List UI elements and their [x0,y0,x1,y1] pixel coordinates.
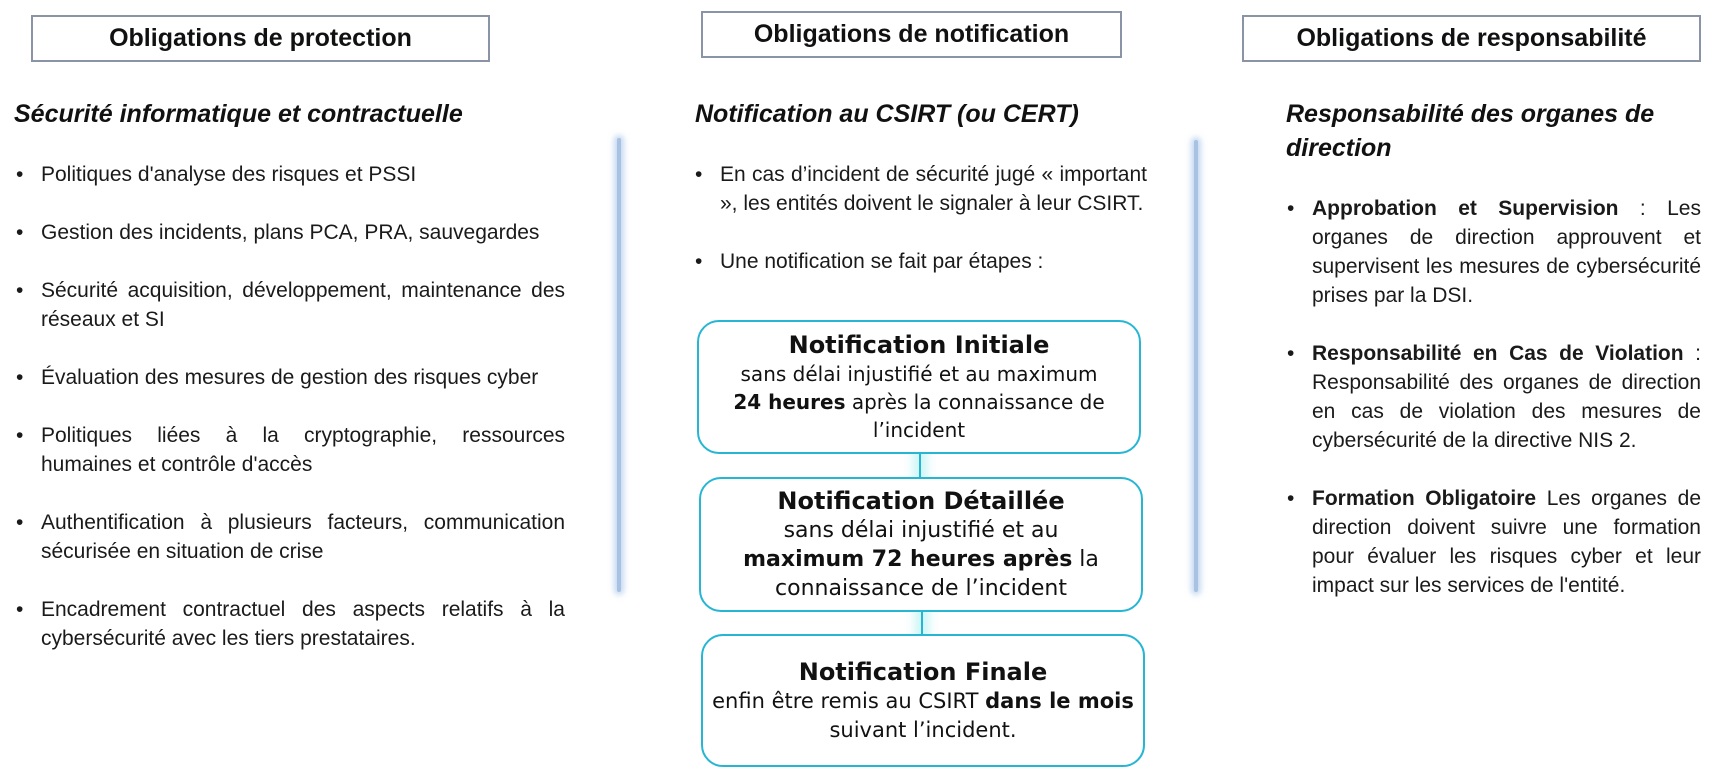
item-term: Approbation et Supervision [1312,197,1619,220]
list-item [1285,339,1701,455]
list-item: • Authentification à plusieurs facteurs, communication sécurisée en situation de crise [14,508,565,566]
header-notification: Obligations de notification [701,11,1122,58]
list-item: • Sécurité acquisition, développement, maintenance des réseaux et SI [14,276,565,334]
list-item: • Politiques d'analyse des risques et PSSI [14,160,565,189]
list-item: • Une notification se fait par étapes : [693,247,1147,276]
item-term: Responsabilité en Cas de Violation [1312,342,1684,365]
subtitle-protection: Sécurité informatique et contractuelle [14,100,463,128]
list-item: • Politiques liées à la cryptographie, ressources humaines et contrôle d'accès [14,421,565,479]
list-item: • Encadrement contractuel des aspects relatifs à la cybersécurité avec les tiers prestataires. [14,595,565,653]
step-connector [919,452,921,479]
step-connector [921,610,923,637]
step-title: Notification Finale [798,657,1048,686]
list-item: • Gestion des incidents, plans PCA, PRA, sauvegardes [14,218,565,247]
item-text: : Responsabilité des organes de direction en cas de violation des mesures de cybersécurité de la directive NIS 2. [1312,342,1702,452]
item-text: : Les organes de direction approuvent et supervisent les mesures de cybersécurité prises par la DSI. [1312,197,1701,307]
step-description: enfin être remis au CSIRT dans le mois suivant l’incident. [712,688,1134,742]
header-protection: Obligations de protection [31,15,490,62]
step-title: Notification Détaillée [777,487,1065,515]
subtitle-responsibility: Responsabilité des organes de direction [1286,100,1655,162]
header-responsibility: Obligations de responsabilité [1242,15,1701,62]
divider-left [617,138,621,592]
list-item [1285,194,1701,310]
item-term: Formation Obligatoire [1312,487,1537,510]
notification-step-initial [697,320,1141,454]
divider-right [1194,140,1198,592]
list-item: • Évaluation des mesures de gestion des risques cyber [14,363,565,392]
notification-list [693,160,1147,276]
notification-step-detailed [699,477,1143,612]
step-description: sans délai injustifié et au maximum 72 heures après la connaissance de l’incident [743,518,1099,601]
item-text: Les organes de direction doivent suivre une formation pour évaluer les risques cyber et leur impact sur les services de l'entité. [1312,487,1702,597]
step-description: sans délai injustifié et au maximum 24 heures après la connaissance de l’incident [733,362,1105,442]
list-item: • En cas d’incident de sécurité jugé « important », les entités doivent le signaler à leur CSIRT. [693,160,1147,218]
list-item [1285,484,1701,600]
protection-list [14,160,565,653]
notification-step-final [701,634,1145,767]
responsibility-list [1285,194,1701,600]
step-title: Notification Initiale [788,331,1050,359]
subtitle-notification: Notification au CSIRT (ou CERT) [695,100,1079,128]
